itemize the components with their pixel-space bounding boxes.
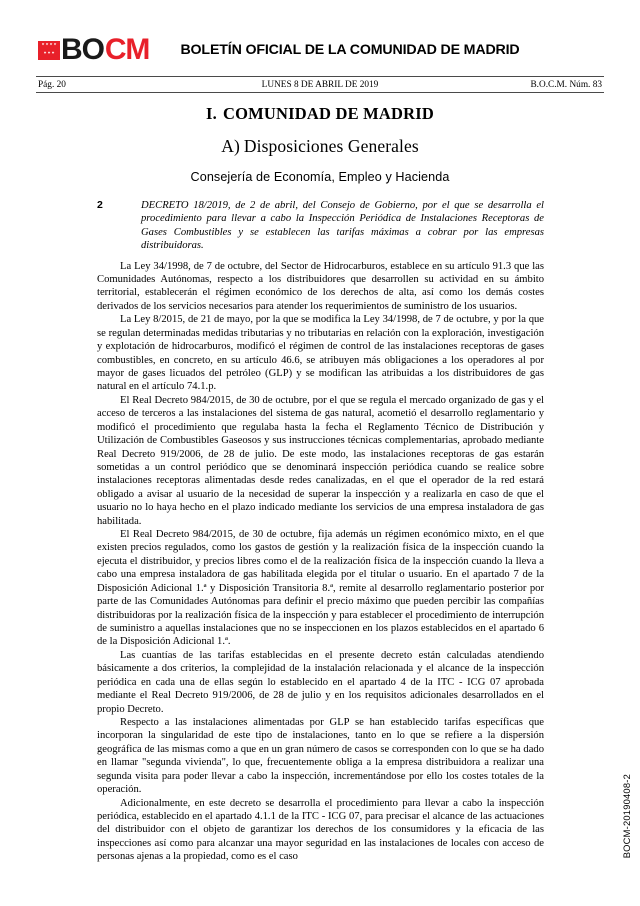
issue-date: LUNES 8 DE ABRIL DE 2019 — [261, 79, 379, 90]
decree-summary-block — [97, 199, 544, 253]
paragraph: El Real Decreto 984/2015, de 30 de octubre, por el que se regula el mercado organizado de gas y el acceso de terceros a las instalaciones del sistema de gas natural, acometió el desarrollo reglamentario y modificó el procedimiento que regulaba hasta la fecha el Reglamento Técnico de Distribución y Utilización de Combustibles Gaseosos y sus instrucciones técnicas complementarias, aprobado mediante Real Decreto 919/2006, de 28 de julio. De este modo, las instalaciones receptoras de gas estarán sometidas a un control periódico que se denominará inspección periódica cuando se realice sobre instalaciones receptoras alimentadas desde redes canalizadas, en el que el operador de la red estará obligado a avisar al usuario de la necesidad de superar la inspección y a realizarla en caso de que el usuario no lo haya hecho en el plazo indicado mediante los servicios de una empresa instaladora de gas habilitada. — [97, 394, 544, 527]
paragraph: La Ley 8/2015, de 21 de mayo, por la que se modifica la Ley 34/1998, de 7 de octubre, y por la que se regulan determinadas medidas tributarias y no tributarias en relación con la exploración, investigación y explotación de hidrocarburos, modificó el régimen de control de las instalaciones receptoras de gases combustibles, en concreto, en su artículo 46.6, se atribuyen más obligaciones a los operadores al por mayor de gases licuados del petróleo (GLP) y se modifican las atribuidas a los distribuidores de gas natural en el artículo 74.1.p. — [97, 314, 544, 393]
star-icon — [52, 51, 55, 54]
section-title: COMUNIDAD DE MADRID — [223, 104, 434, 123]
section-heading — [0, 104, 640, 124]
running-head — [36, 76, 604, 93]
article-body — [97, 199, 544, 864]
paragraph: Las cuantías de las tarifas establecidas en el presente decreto están calculadas atendiendo básicamente a dos criterios, la complejidad de la instalación relacionada y el alcance de la inspección periódica en cada una de ellas según lo establecido en el apartado 4 de la ITC - ICG 07 aprobada mediante el Real Decreto 919/2006, de 28 de julio y en los requisitos adicionales desarrollados en el propio Decreto. — [97, 649, 544, 715]
paragraph: El Real Decreto 984/2015, de 30 de octubre, fija además un régimen económico mixto, en el que existen precios regulados, como los gastos de gestión y la realización física de la inspección cuando la ejecuta el distribuidor, y precios libres como el de la realización física de la inspección cuando la lleva a cabo una empresa instaladora de gas habilitada elegida por el titular o usuario. En el apartado 7 de la Disposición Adicional 1.ª y Disposición Transitoria 8.ª, remite al desarrollo reglamentario posterior por parte de las Comunidades Autónomas para definir el precio máximo que pueden percibir las compañías distribuidoras por la realización física de la inspección y para establecer el procedimiento de interrupción de suministro a aquellas instalaciones que no se inspeccionen en los plazos establecidos en el apartado 6 de la Disposición Adicional 1.ª. — [97, 529, 544, 648]
logo-bo-text: BO — [61, 33, 104, 66]
star-icon — [42, 43, 45, 46]
subsection-title: Disposiciones Generales — [243, 136, 419, 156]
page-number: Pág. 20 — [38, 79, 66, 90]
decree-item-number: 2 — [97, 199, 103, 211]
star-icon — [46, 43, 49, 46]
issue-number: B.O.C.M. Núm. 83 — [530, 79, 602, 90]
decree-summary-text: DECRETO 18/2019, de 2 de abril, del Consejo de Gobierno, por el que se desarrolla el procedimiento para llevar a cabo la Inspección Periódica de Instalaciones Receptoras de Gases Combustibles y se establecen las tarifas máximas a cobrar por las empresas distribuidoras. — [141, 200, 544, 252]
madrid-stars-icon — [38, 41, 60, 60]
paragraph: Respecto a las instalaciones alimentadas por GLP se han establecido tarifas específicas que incorporan la singularidad de este tipo de instalaciones, tanto en lo que se refiere a la dispersión geográfica de las mismas como a que en un gran número de casos se corresponden con lo que se ha dado en llamar "segunda vivienda", lo que, frecuentemente obliga a la empresa distribuidora a realizar una segunda visita para poder llevar a cabo la inspección, incrementándose por ello los costes totales de la operación. — [97, 716, 544, 796]
star-icon — [50, 43, 53, 46]
section-numeral: I. — [206, 104, 217, 123]
document-verification-code: BOCM-20190408-2 — [621, 774, 632, 859]
subsection-letter: A) — [221, 136, 240, 156]
paragraph: Adicionalmente, en este decreto se desarrolla el procedimiento para llevar a cabo la inspección periódica, establecido en el apartado 4.1.1 de la ITC - ICG 07, para precisar el alcance de las actuaciones del distribuidor con el objeto de garantizar los derechos de los consumidores y la eficacia de las inspecciones así como para alcanzar una mayor seguridad en las instalaciones de locales con acceso de personas ajenas a la propiedad, como es el caso — [97, 797, 544, 863]
star-icon — [54, 43, 57, 46]
bocm-logo[interactable] — [38, 30, 149, 70]
star-icon — [48, 51, 51, 54]
paragraph: La Ley 34/1998, de 7 de octubre, del Sector de Hidrocarburos, establece en su artículo 91.3 que las Comunidades Autónomas, respecto a los distribuidores que desarrollen su actividad en su ámbito territorial, establecerán el régimen económico de los derechos de alta, así como los demás costes derivados de los servicios necesarios para atender los requerimientos de suministro de los usuarios. — [97, 260, 544, 312]
masthead — [0, 30, 640, 70]
subsection-heading — [0, 136, 640, 157]
department-heading: Consejería de Economía, Empleo y Hacienda — [190, 170, 450, 184]
logo-cm-text: CM — [104, 33, 150, 66]
star-icon — [44, 51, 47, 54]
bulletin-title: BOLETÍN OFICIAL DE LA COMUNIDAD DE MADRID — [180, 42, 520, 58]
